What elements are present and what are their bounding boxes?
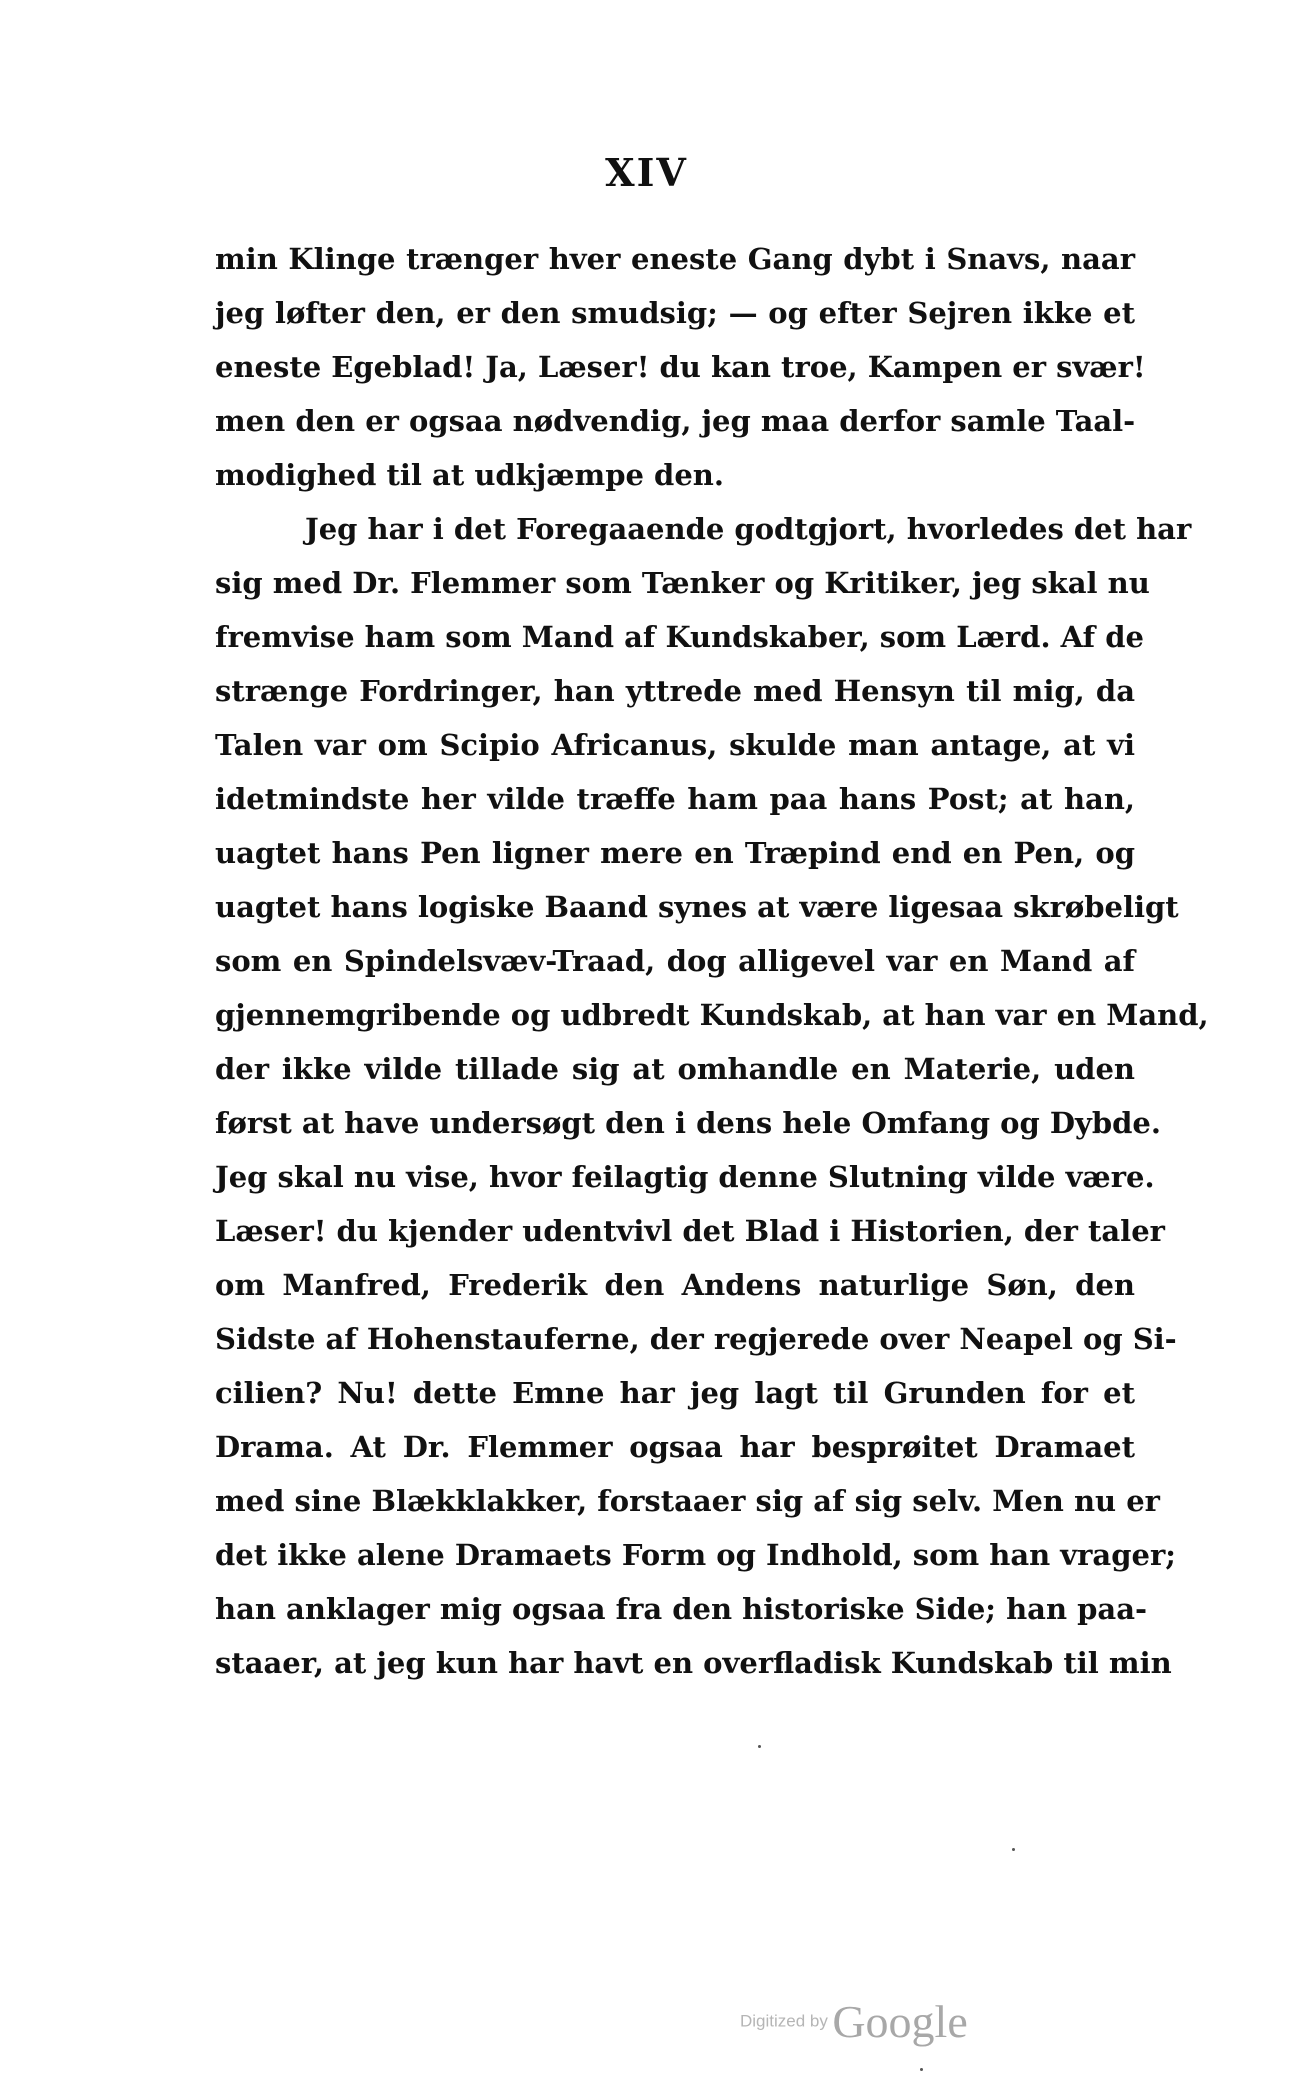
- text-line: Jeg skal nu vise, hvor feilagtig denne Slutning vilde være.: [215, 1160, 1155, 1194]
- text-line: gjennemgribende og udbredt Kundskab, at han var en Mand,: [215, 998, 1209, 1032]
- text-line: der ikke vilde tillade sig at omhandle en Materie, uden: [215, 1052, 1135, 1086]
- page-number: XIV: [605, 150, 688, 195]
- text-line: med sine Blækklakker, forstaaer sig af sig selv. Men nu er: [215, 1484, 1160, 1518]
- body-text: [215, 232, 1209, 1690]
- text-line: min Klinge trænger hver eneste Gang dybt i Snavs, naar: [215, 242, 1135, 276]
- text-line: Drama. At Dr. Flemmer ogsaa har besprøitet Dramaet: [215, 1430, 1135, 1464]
- text-line: fremvise ham som Mand af Kundskaber, som Lærd. Af de: [215, 620, 1144, 654]
- text-line: eneste Egeblad! Ja, Læser! du kan troe, Kampen er svær!: [215, 350, 1146, 384]
- text-line: Sidste af Hohenstauferne, der regjerede over Neapel og Si-: [215, 1322, 1177, 1356]
- text-line: sig med Dr. Flemmer som Tænker og Kritiker, jeg skal nu: [215, 566, 1150, 600]
- text-line: uagtet hans logiske Baand synes at være ligesaa skrøbeligt: [215, 890, 1179, 924]
- text-line: staaer, at jeg kun har havt en overfladisk Kundskab til min: [215, 1646, 1172, 1680]
- google-logo: Google: [832, 1996, 968, 2047]
- text-line: først at have undersøgt den i dens hele Omfang og Dybde.: [215, 1106, 1161, 1140]
- text-line: men den er ogsaa nødvendig, jeg maa derfor samle Taal-: [215, 404, 1136, 438]
- scan-speck: [1012, 1848, 1015, 1851]
- text-line: strænge Fordringer, han yttrede med Hensyn til mig, da: [215, 674, 1135, 708]
- text-line: Jeg har i det Foregaaende godtgjort, hvorledes det har: [305, 512, 1192, 546]
- text-line: han anklager mig ogsaa fra den historiske Side; han paa-: [215, 1592, 1148, 1626]
- text-line: om Manfred, Frederik den Andens naturlige Søn, den: [215, 1268, 1135, 1302]
- text-line: jeg løfter den, er den smudsig; — og efter Sejren ikke et: [215, 296, 1135, 330]
- text-line: det ikke alene Dramaets Form og Indhold, som han vrager;: [215, 1538, 1176, 1572]
- text-line: modighed til at udkjæmpe den.: [215, 458, 724, 492]
- text-line: som en Spindelsvæv-Traad, dog alligevel var en Mand af: [215, 944, 1135, 978]
- text-line: Talen var om Scipio Africanus, skulde man antage, at vi: [215, 728, 1135, 762]
- scan-speck: [920, 2068, 923, 2071]
- watermark-prefix: Digitized by: [740, 2011, 828, 2031]
- text-line: idetmindste her vilde træffe ham paa hans Post; at han,: [215, 782, 1135, 816]
- digitized-watermark: [740, 1995, 968, 2048]
- text-line: Læser! du kjender udentvivl det Blad i Historien, der taler: [215, 1214, 1165, 1248]
- scan-speck: [758, 1745, 761, 1748]
- text-line: cilien? Nu! dette Emne har jeg lagt til Grunden for et: [215, 1376, 1135, 1410]
- text-line: uagtet hans Pen ligner mere en Træpind end en Pen, og: [215, 836, 1135, 870]
